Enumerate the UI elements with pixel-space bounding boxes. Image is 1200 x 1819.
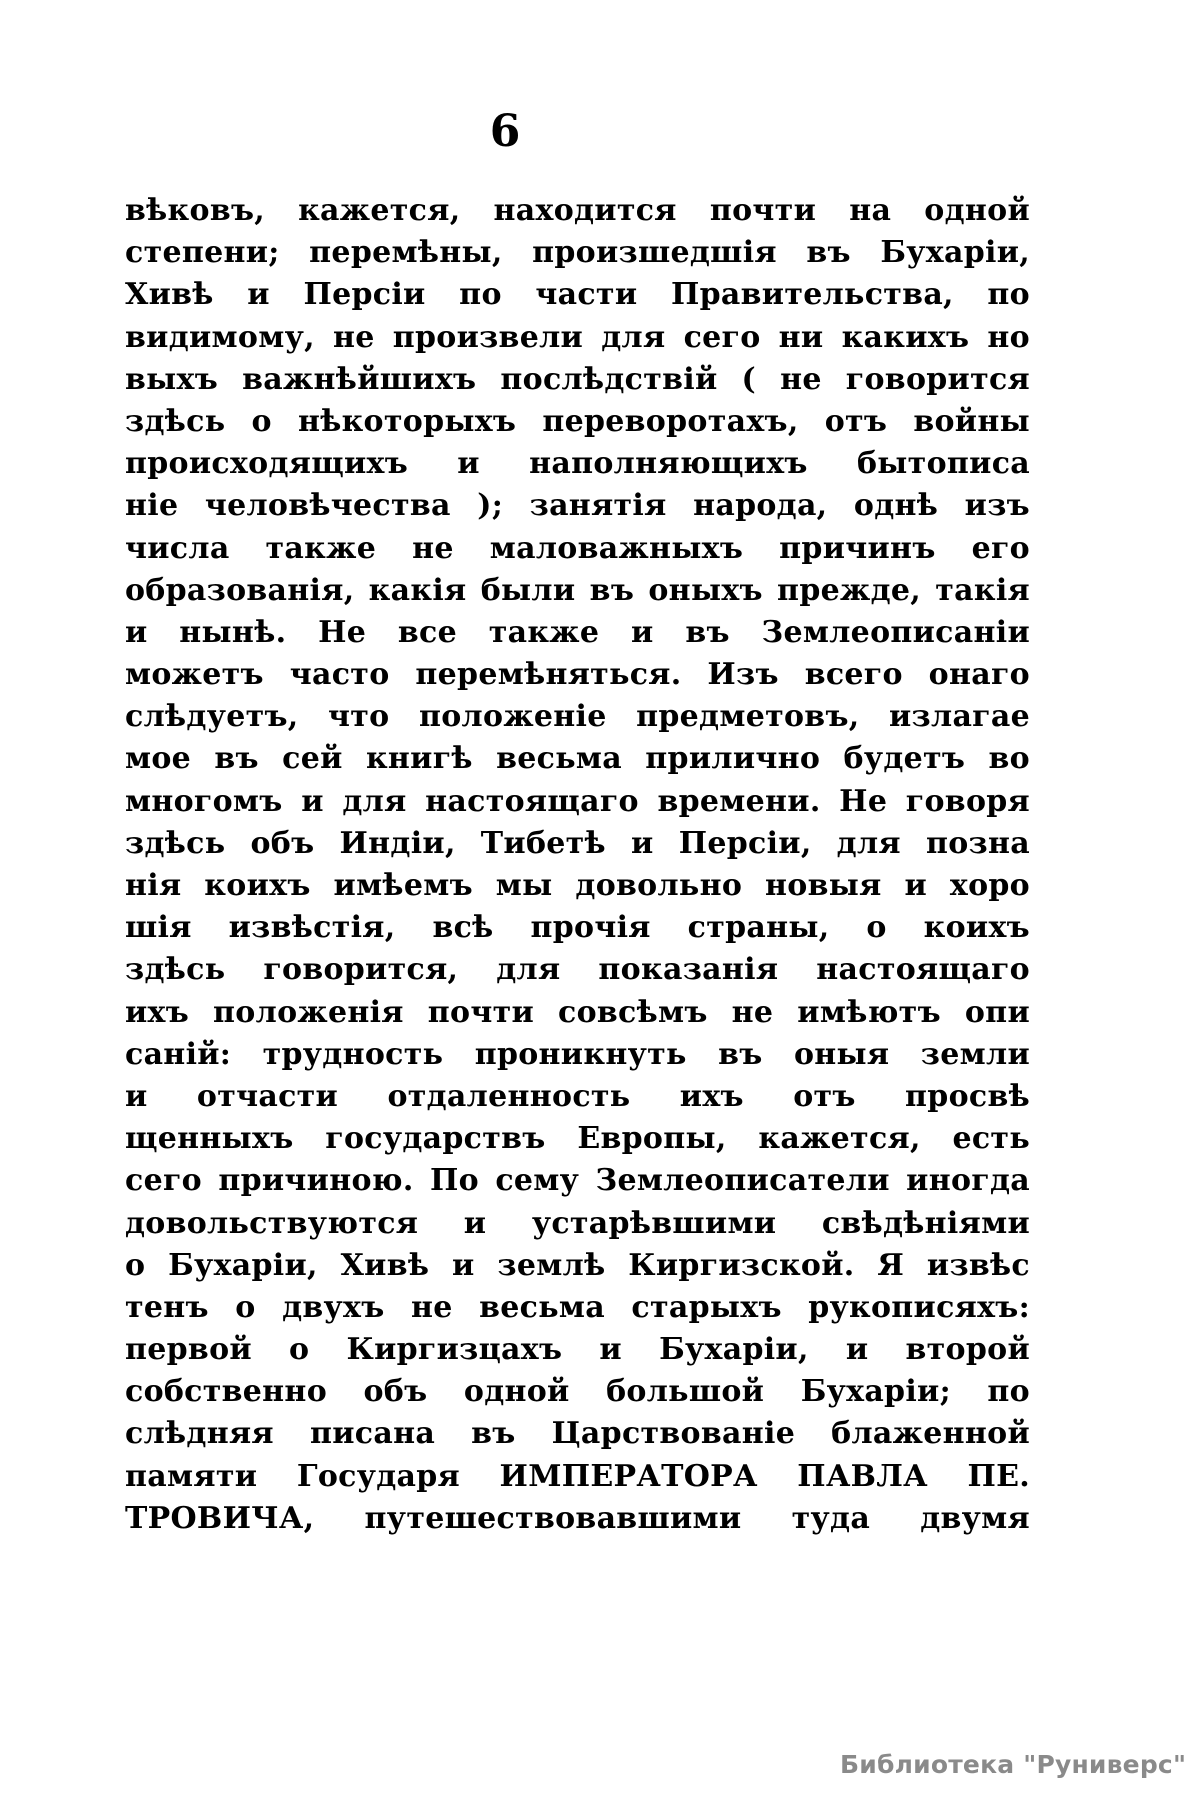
text-line: Хивѣ и Персіи по части Правительства, по [125, 277, 1030, 313]
text-line: тенъ о двухъ не весьма старыхъ рукописяхъ: [125, 1289, 1030, 1325]
text-line: можетъ часто перемѣняться. Изъ всего онаго [125, 657, 1030, 693]
text-line: образованія, какія были въ оныхъ прежде, такія [125, 572, 1030, 608]
text-line: памяти Государя ИМПЕРАТОРА ПАВЛА ПЕ. [125, 1458, 1030, 1494]
text-line: слѣдняя писана въ Царствованіе блаженной [125, 1416, 1030, 1452]
text-line: ихъ положенія почти совсѣмъ не имѣютъ опи [125, 994, 1030, 1030]
text-line: здѣсь о нѣкоторыхъ переворотахъ, отъ войны [125, 403, 1030, 439]
text-line: степени; перемѣны, произшедшія въ Бухаріи, [125, 235, 1030, 271]
text-line: о Бухаріи, Хивѣ и землѣ Киргизской. Я извѣс [125, 1247, 1030, 1283]
text-line: мое въ сей книгѣ весьма прилично будетъ во [125, 741, 1030, 777]
text-line: слѣдуетъ, что положеніе предметовъ, излагае [125, 699, 1030, 735]
text-line: многомъ и для настоящаго времени. Не говоря [125, 783, 1030, 819]
text-line: выхъ важнѣйшихъ послѣдствій ( не говорится [125, 361, 1030, 397]
text-line: саній: трудность проникнуть въ оныя земли [125, 1036, 1030, 1072]
text-line: ніе человѣчества ); занятія народа, однѣ изъ [125, 488, 1030, 524]
text-line: нія коихъ имѣемъ мы довольно новыя и хоро [125, 868, 1030, 903]
text-line: первой о Киргизцахъ и Бухаріи, и второй [125, 1332, 1030, 1368]
text-line: происходящихъ и наполняющихъ бытописа [125, 446, 1030, 482]
text-line: довольствуются и устарѣвшими свѣдѣніями [125, 1205, 1030, 1241]
library-watermark: Библиотека "Руниверс" [840, 1750, 1187, 1779]
text-line: здѣсь говорится, для показанія настоящаго [125, 952, 1030, 988]
text-line: сего причиною. По сему Землеописатели иногда [125, 1163, 1030, 1199]
text-line: видимому, не произвели для сего ни какихъ но [125, 319, 1030, 355]
text-line: щенныхъ государствъ Европы, кажется, есть [125, 1121, 1030, 1157]
text-line: здѣсь объ Индіи, Тибетѣ и Персіи, для позна [125, 825, 1030, 861]
text-line: шія извѣстія, всѣ прочія страны, о коихъ [125, 910, 1030, 946]
page-number: 6 [489, 106, 521, 157]
text-line: и нынѣ. Не все также и въ Землеописаніи [125, 614, 1030, 650]
text-line: вѣковъ, кажется, находится почти на одной [125, 193, 1030, 228]
text-line: и отчасти отдаленность ихъ отъ просвѣ [125, 1078, 1030, 1114]
text-line: собственно объ одной большой Бухаріи; по [125, 1374, 1030, 1410]
body-text-block [125, 190, 1030, 1540]
text-line: числа также не маловажныхъ причинъ его [125, 530, 1030, 566]
text-line: ТРОВИЧА, путешествовавшими туда двумя [125, 1500, 1030, 1536]
